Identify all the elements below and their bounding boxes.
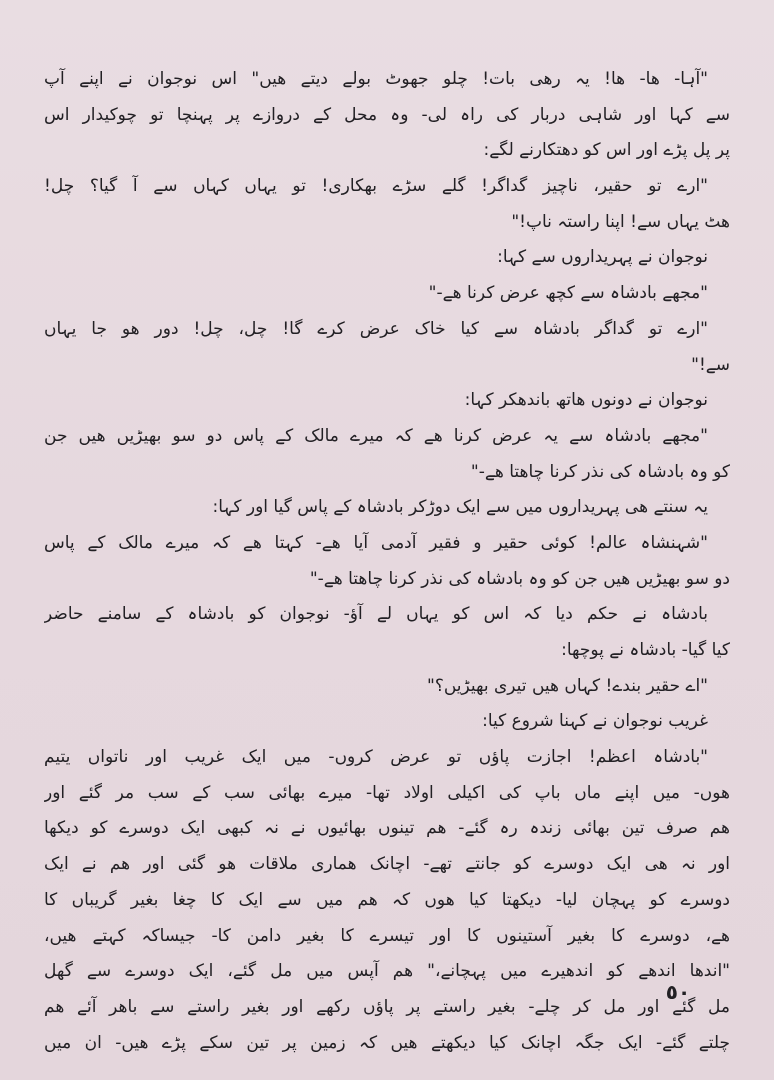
text-line: ھوں- میں اپنے ماں باپ کی اکیلی اولاد تھا- میرے بھائی سب کے سب مر گئے اور <box>44 782 730 803</box>
text-line: "مجھے بادشاہ سے کچھ عرض کرنا ھے-" <box>428 283 708 304</box>
text-line: پر پل پڑے اور اس کو دھتکارنے لگے: <box>483 140 730 161</box>
text-line: دو سو بھیڑیں ھیں جن کو وہ بادشاہ کی نذر کرنا چاھتا ھے-" <box>309 568 730 589</box>
text-line: سے!" <box>691 354 730 375</box>
text-line: اور نہ ھی ایک دوسرے کو جانتے تھے- اچانک ھماری ملاقات ھو گئی اور ھم نے ایک <box>44 854 730 875</box>
text-line: دوسرے کو پہچان لیا- دیکھتا کیا ھوں کہ ھم میں سے ایک کا چغا بغیر گریباں کا <box>44 889 730 910</box>
text-line: "آہا- ھا- ھا! یہ رھی بات! چلو جھوٹ بولے دیتے ھیں" اس نوجوان نے اپنے آپ <box>44 69 708 89</box>
page-number: ٥٠ <box>665 980 691 1004</box>
text-line: "شہنشاہ عالم! کوئی حقیر و فقیر آدمی آیا ھے- کہتا ھے کہ میرے مالک کے پاس <box>44 532 708 553</box>
text-line: "اے حقیر بندے! کہاں ھیں تیری بھیڑیں؟" <box>427 675 708 696</box>
text-line: بادشاہ نے حکم دیا کہ اس کو یہاں لے آؤ- نوجوان کو بادشاہ کے سامنے حاضر <box>44 604 708 625</box>
text-line: "ارے تو حقیر، ناچیز گداگر! گلے سڑے بھکاری! تو یہاں کہاں سے آ گیا؟ چل! <box>44 176 708 197</box>
page-text <box>44 62 730 1061</box>
text-line: یہ سنتے ھی پہریداروں میں سے ایک دوڑکر بادشاہ کے پاس گیا اور کہا: <box>212 497 708 518</box>
text-line: نوجوان نے دونوں ھاتھ باندھکر کہا: <box>464 390 708 411</box>
text-line: مل گئے اور مل کر چلے- بغیر راستے پر پاؤں رکھے اور بغیر راستے سے باھر آئے ھم <box>44 996 730 1017</box>
text-line: کو وہ بادشاہ کی نذر کرنا چاھتا ھے-" <box>470 461 730 482</box>
text-line: "مجھے بادشاہ سے یہ عرض کرنا ھے کہ میرے مالک کے پاس دو سو بھیڑیں ھیں جن <box>44 425 708 446</box>
text-line: چلتے گئے- ایک جگہ اچانک کیا دیکھتے ھیں کہ زمین پر تین سکے پڑے ھیں- ان میں <box>44 1032 730 1053</box>
text-line: "ارے تو گداگر بادشاہ سے کیا خاک عرض کرے گا! چل، چل! دور ھو جا یہاں <box>44 318 708 339</box>
text-line: "بادشاہ اعظم! اجازت پاؤں تو عرض کروں- میں ایک غریب اور ناتواں یتیم <box>44 747 708 768</box>
text-line: ھم صرف تین بھائی زندہ رہ گئے- ھم تینوں بھائیوں نے نہ کبھی ایک دوسرے کو دیکھا <box>44 818 730 839</box>
text-line: ھے، دوسرے کا بغیر آستینوں کا اور تیسرے کا بغیر دامن کا- جیساکہ کہتے ھیں، <box>44 925 730 946</box>
text-line: کیا گیا- بادشاہ نے پوچھا: <box>561 640 730 660</box>
text-line: غریب نوجوان نے کہنا شروع کیا: <box>482 711 708 732</box>
text-line: نوجوان نے پہریداروں سے کہا: <box>497 247 708 268</box>
text-line: سے کہا اور شاہی دربار کی راہ لی- وہ محل کے دروازے پر پہنچا تو چوکیدار اس <box>44 104 730 125</box>
text-line: "اندھا اندھے کو اندھیرے میں پہچانے،" ھم آپس میں مل گئے، ایک دوسرے سے گھل <box>44 961 730 982</box>
text-line: ھٹ یہاں سے! اپنا راستہ ناپ!" <box>511 211 730 232</box>
